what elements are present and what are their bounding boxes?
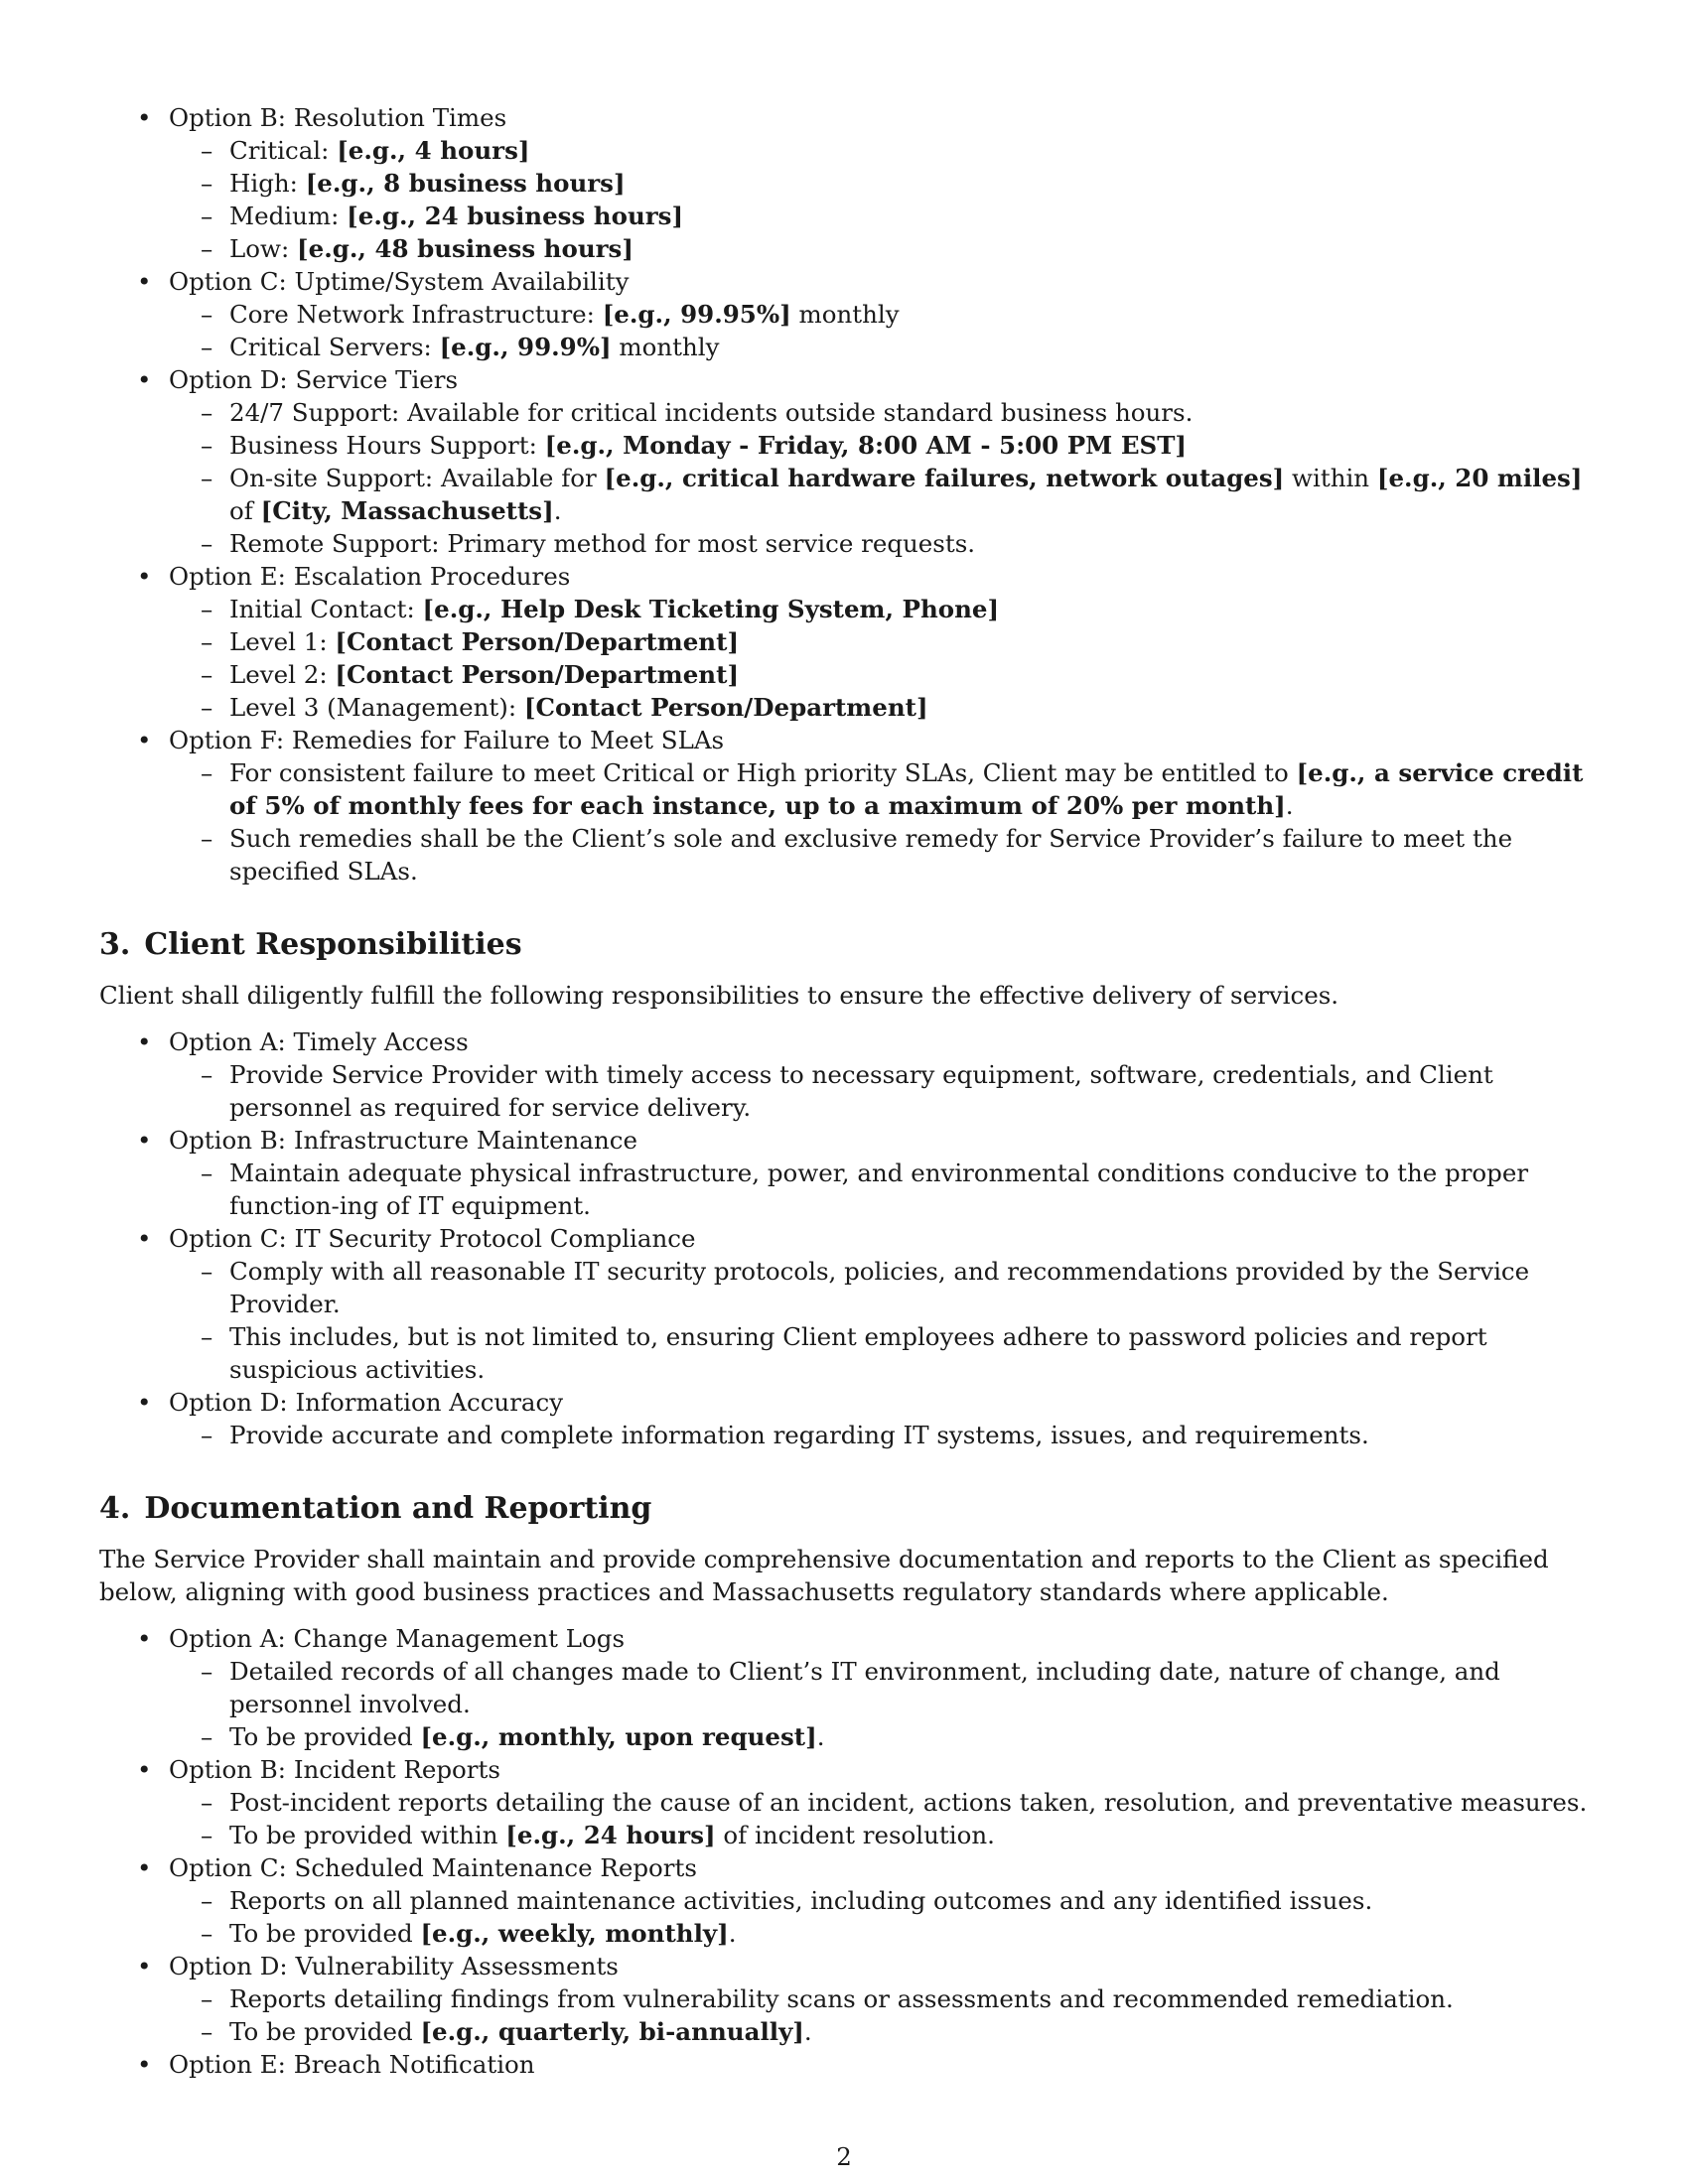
placeholder-text: [e.g., critical hardware failures, network outages]: [604, 464, 1285, 492]
option-item: [99, 265, 1589, 363]
option-label: Option A: Timely Access: [169, 1027, 469, 1056]
item-text: To be provided: [229, 1722, 421, 1751]
placeholder-text: [e.g., Monday - Friday, 8:00 AM - 5:00 PM EST]: [544, 431, 1188, 460]
sub-list-item: [169, 822, 1589, 887]
item-text: For consistent failure to meet Critical or High priority SLAs, Client may be entitled to: [229, 758, 1297, 787]
option-sub-list: [169, 1157, 1589, 1222]
item-text: Initial Contact:: [229, 595, 423, 623]
item-text: Core Network Infrastructure:: [229, 300, 603, 329]
item-text: Post-incident reports detailing the cause of an incident, actions taken, resolution, and preventative measures.: [229, 1788, 1588, 1817]
placeholder-text: [Contact Person/Department]: [335, 627, 740, 656]
sub-list-item: [169, 1720, 1589, 1753]
sub-list-item: [169, 298, 1589, 331]
section-3-heading: [99, 927, 1589, 963]
sub-list-item: [169, 1157, 1589, 1222]
section-2-options-list: [99, 101, 1589, 887]
item-text: Provide accurate and complete information regarding IT systems, issues, and requirements.: [229, 1421, 1369, 1449]
item-text: within: [1284, 464, 1377, 492]
sub-list-item: [169, 625, 1589, 658]
sub-list-item: [169, 527, 1589, 560]
option-label: Option C: Scheduled Maintenance Reports: [169, 1853, 697, 1882]
item-text: Level 3 (Management):: [229, 693, 524, 722]
option-label: Option D: Service Tiers: [169, 365, 459, 394]
sub-list-item: [169, 658, 1589, 691]
option-item: [99, 1386, 1589, 1451]
section-4-intro: The Service Provider shall maintain and provide comprehensive documentation and reports to the Client as specified below, aligning with good business practices and Massachusetts regulatory standards where applicable.: [99, 1545, 1549, 1606]
sub-list-item: [169, 167, 1589, 200]
section-3-intro: Client shall diligently fulfill the following responsibilities to ensure the effective delivery of services.: [99, 981, 1339, 1010]
section-4-options-list: [99, 1622, 1589, 2081]
section-title: Documentation and Reporting: [144, 1491, 652, 1526]
sub-list-item: [169, 1655, 1589, 1720]
placeholder-text: [e.g., a service credit of 5% of monthly fees for each instance, up to a maximum of 20% per month]: [229, 758, 1584, 820]
placeholder-text: [City, Massachusetts]: [260, 496, 554, 525]
sub-list-item: [169, 593, 1589, 625]
sub-list-item: [169, 691, 1589, 724]
item-text: To be provided: [229, 2017, 421, 2046]
option-sub-list: [169, 756, 1589, 887]
placeholder-text: [e.g., Help Desk Ticketing System, Phone]: [422, 595, 1000, 623]
item-text: of: [229, 496, 261, 525]
option-item: [99, 1124, 1589, 1222]
item-text: Level 1:: [229, 627, 336, 656]
sub-list-item: [169, 232, 1589, 265]
section-title: Client Responsibilities: [144, 927, 522, 962]
item-text: Detailed records of all changes made to Client’s IT environment, including date, nature of change, and personnel involved.: [229, 1657, 1500, 1718]
sub-list-item: [169, 1917, 1589, 1950]
option-label: Option C: IT Security Protocol Compliance: [169, 1224, 696, 1253]
item-text: .: [816, 1722, 825, 1751]
option-sub-list: [169, 1786, 1589, 1851]
option-item: [99, 1950, 1589, 2048]
sub-list-item: [169, 1884, 1589, 1917]
option-item: [99, 1622, 1589, 1753]
sub-list-item: [169, 1982, 1589, 2015]
sub-list-item: [169, 756, 1589, 822]
sub-list-item: [169, 200, 1589, 232]
placeholder-text: [e.g., 8 business hours]: [305, 169, 626, 198]
item-text: monthly: [611, 333, 720, 361]
placeholder-text: [e.g., 24 business hours]: [347, 202, 684, 230]
item-text: This includes, but is not limited to, ensuring Client employees adhere to password policies and report suspicious activities.: [229, 1322, 1487, 1384]
item-text: Reports on all planned maintenance activities, including outcomes and any identified issues.: [229, 1886, 1373, 1915]
sub-list-item: [169, 1819, 1589, 1851]
section-3-options-list: [99, 1025, 1589, 1451]
option-label: Option E: Breach Notification: [169, 2050, 535, 2079]
item-text: Reports detailing findings from vulnerability scans or assessments and recommended remediation.: [229, 1984, 1454, 2013]
placeholder-text: [e.g., 99.9%]: [439, 333, 612, 361]
section-4-heading: [99, 1491, 1589, 1527]
item-text: Comply with all reasonable IT security protocols, policies, and recommendations provided by the Service Provider.: [229, 1257, 1530, 1318]
option-sub-list: [169, 1655, 1589, 1753]
item-text: To be provided within: [229, 1821, 506, 1849]
option-label: Option B: Incident Reports: [169, 1755, 500, 1784]
option-item: [99, 2048, 1589, 2081]
section-number: 4.: [99, 1491, 131, 1526]
item-text: Level 2:: [229, 660, 336, 689]
item-text: .: [803, 2017, 812, 2046]
item-text: Business Hours Support:: [229, 431, 545, 460]
placeholder-text: [e.g., monthly, upon request]: [420, 1722, 817, 1751]
item-text: 24/7 Support: Available for critical incidents outside standard business hours.: [229, 398, 1194, 427]
sub-list-item: [169, 134, 1589, 167]
item-text: Such remedies shall be the Client’s sole and exclusive remedy for Service Provider’s failure to meet the specified SLAs.: [229, 824, 1513, 886]
section-number: 3.: [99, 927, 131, 962]
option-item: [99, 363, 1589, 560]
sub-list-item: [169, 1320, 1589, 1386]
item-text: On-site Support: Available for: [229, 464, 605, 492]
sub-list-item: [169, 429, 1589, 462]
option-label: Option B: Resolution Times: [169, 103, 507, 132]
document-page: [99, 101, 1589, 2081]
option-sub-list: [169, 1419, 1589, 1451]
placeholder-text: [Contact Person/Department]: [335, 660, 740, 689]
option-sub-list: [169, 1884, 1589, 1950]
option-label: Option F: Remedies for Failure to Meet SLAs: [169, 726, 725, 754]
sub-list-item: [169, 2015, 1589, 2048]
item-text: Medium:: [229, 202, 348, 230]
placeholder-text: [e.g., 24 hours]: [505, 1821, 716, 1849]
option-item: [99, 1851, 1589, 1950]
option-item: [99, 1222, 1589, 1386]
sub-list-item: [169, 1786, 1589, 1819]
option-sub-list: [169, 396, 1589, 560]
item-text: Remote Support: Primary method for most service requests.: [229, 529, 976, 558]
sub-list-item: [169, 462, 1589, 527]
option-item: [99, 101, 1589, 265]
sub-list-item: [169, 396, 1589, 429]
option-label: Option D: Information Accuracy: [169, 1388, 564, 1417]
placeholder-text: [Contact Person/Department]: [523, 693, 928, 722]
sub-list-item: [169, 331, 1589, 363]
option-sub-list: [169, 593, 1589, 724]
placeholder-text: [e.g., 20 miles]: [1376, 464, 1583, 492]
placeholder-text: [e.g., quarterly, bi-annually]: [420, 2017, 804, 2046]
item-text: Critical Servers:: [229, 333, 440, 361]
item-text: monthly: [790, 300, 900, 329]
item-text: Provide Service Provider with timely access to necessary equipment, software, credentials, and Client personnel as required for service delivery.: [229, 1060, 1493, 1122]
placeholder-text: [e.g., 99.95%]: [602, 300, 791, 329]
option-sub-list: [169, 1982, 1589, 2048]
option-label: Option C: Uptime/System Availability: [169, 267, 630, 296]
option-item: [99, 560, 1589, 724]
sub-list-item: [169, 1419, 1589, 1451]
item-text: Critical:: [229, 136, 338, 165]
placeholder-text: [e.g., 4 hours]: [337, 136, 530, 165]
placeholder-text: [e.g., 48 business hours]: [297, 234, 633, 263]
sub-list-item: [169, 1058, 1589, 1124]
placeholder-text: [e.g., weekly, monthly]: [420, 1919, 729, 1948]
option-sub-list: [169, 298, 1589, 363]
item-text: To be provided: [229, 1919, 421, 1948]
item-text: High:: [229, 169, 306, 198]
option-item: [99, 724, 1589, 887]
item-text: .: [1285, 791, 1294, 820]
option-sub-list: [169, 134, 1589, 265]
option-sub-list: [169, 1058, 1589, 1124]
option-label: Option E: Escalation Procedures: [169, 562, 571, 591]
item-text: of incident resolution.: [715, 1821, 995, 1849]
option-item: [99, 1753, 1589, 1851]
item-text: Low:: [229, 234, 298, 263]
page-number: 2: [836, 2142, 852, 2171]
option-label: Option B: Infrastructure Maintenance: [169, 1126, 637, 1155]
item-text: .: [728, 1919, 737, 1948]
option-label: Option A: Change Management Logs: [169, 1624, 626, 1653]
item-text: .: [553, 496, 562, 525]
option-sub-list: [169, 1255, 1589, 1386]
option-label: Option D: Vulnerability Assessments: [169, 1952, 619, 1980]
sub-list-item: [169, 1255, 1589, 1320]
option-item: [99, 1025, 1589, 1124]
item-text: Maintain adequate physical infrastructure, power, and environmental conditions conducive to the proper function-ing of IT equipment.: [229, 1159, 1529, 1220]
